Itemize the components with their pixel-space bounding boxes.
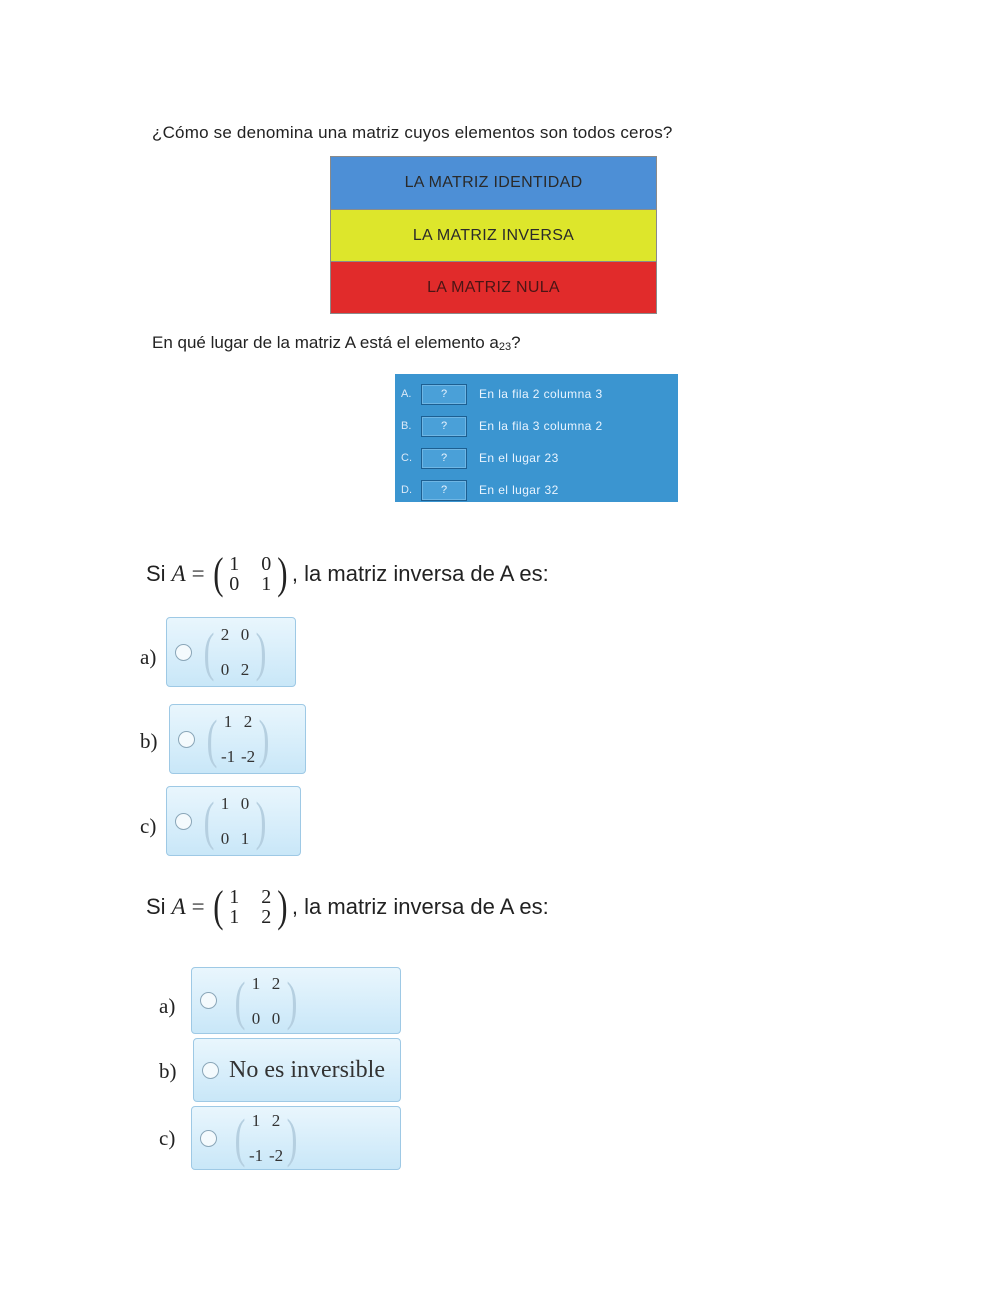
matrix-cell: 1 <box>251 1111 261 1130</box>
question-2-prefix: En qué lugar de la matriz A está el elemento a <box>152 333 499 352</box>
left-paren: ( <box>234 970 246 1031</box>
answer-select-button[interactable]: ? <box>421 480 467 501</box>
option-a-box[interactable] <box>166 617 296 687</box>
answer-text: En la fila 2 columna 3 <box>479 387 603 401</box>
option-label-c: c) <box>159 1126 176 1150</box>
matrix-cell: 2 <box>271 1111 281 1130</box>
matrix-cell: 0 <box>261 553 272 575</box>
right-paren: ) <box>277 882 288 931</box>
matrix-cell: 1 <box>220 794 230 813</box>
option-matrix <box>231 1108 301 1168</box>
option-b-box[interactable] <box>169 704 306 774</box>
left-paren: ( <box>212 549 224 598</box>
answer-row-c <box>395 442 678 474</box>
matrix-cell: 2 <box>261 886 272 908</box>
option-label-b: b) <box>159 1059 177 1083</box>
matrix-cell: 1 <box>223 712 233 731</box>
option-matriz-inversa-button[interactable]: LA MATRIZ INVERSA <box>331 209 656 261</box>
answer-letter: C. <box>401 452 412 464</box>
matrix-cell: 0 <box>240 625 250 644</box>
matrix-cell: -1 <box>220 747 236 766</box>
answer-letter: B. <box>401 420 412 432</box>
matrix-cell: 2 <box>243 712 253 731</box>
matrix-variable: A <box>171 561 186 586</box>
question-3-text <box>146 549 549 598</box>
option-label-a: a) <box>140 645 157 669</box>
answer-text: En el lugar 23 <box>479 451 559 465</box>
radio-button[interactable] <box>175 813 192 830</box>
matrix-cell: 1 <box>251 973 261 993</box>
matrix-cell: 0 <box>220 829 230 848</box>
matrix-cell: 2 <box>220 625 230 644</box>
question-2-answer-panel <box>395 374 678 502</box>
option-matriz-nula-button[interactable]: LA MATRIZ NULA <box>331 261 656 313</box>
option-c-box[interactable] <box>191 1106 401 1170</box>
radio-button[interactable] <box>202 1062 219 1079</box>
matrix-cell: 2 <box>261 906 272 928</box>
right-paren: ) <box>277 549 288 598</box>
matrix-cell: -1 <box>248 1146 264 1165</box>
option-matrix <box>203 709 273 769</box>
option-a-box[interactable] <box>191 967 401 1034</box>
left-paren: ( <box>203 791 215 851</box>
answer-text: En el lugar 32 <box>479 483 559 497</box>
matrix-variable: A <box>171 894 186 919</box>
matrix-cell: 0 <box>251 1008 261 1028</box>
answer-select-button[interactable]: ? <box>421 416 467 437</box>
question-1-text: ¿Cómo se denomina una matriz cuyos elementos son todos ceros? <box>152 123 673 142</box>
option-c-box[interactable] <box>166 786 301 856</box>
question-2-text <box>152 333 521 353</box>
matrix-cell: 0 <box>240 794 250 813</box>
matrix-cell: 0 <box>271 1008 281 1028</box>
matrix-cell: 1 <box>229 886 240 908</box>
radio-button[interactable] <box>178 731 195 748</box>
left-paren: ( <box>206 709 218 769</box>
option-matrix <box>231 970 301 1031</box>
answer-row-a <box>395 378 678 410</box>
option-matrix <box>200 791 270 851</box>
right-paren: ) <box>286 1108 298 1168</box>
right-paren: ) <box>255 791 267 851</box>
option-matriz-identidad-button[interactable]: LA MATRIZ IDENTIDAD <box>331 157 656 209</box>
matrix-cell: 2 <box>271 973 281 993</box>
matrix-a <box>211 549 290 598</box>
matrix-cell: 1 <box>261 573 272 595</box>
answer-select-button[interactable]: ? <box>421 448 467 469</box>
matrix-cell: -2 <box>240 747 256 766</box>
answer-letter: D. <box>401 484 412 496</box>
matrix-cell: 1 <box>240 829 250 848</box>
radio-button[interactable] <box>175 644 192 661</box>
question-3-suffix: , la matriz inversa de A es: <box>291 561 549 586</box>
question-4-suffix: , la matriz inversa de A es: <box>291 894 549 919</box>
left-paren: ( <box>234 1108 246 1168</box>
answer-row-d <box>395 474 678 506</box>
radio-button[interactable] <box>200 992 217 1009</box>
option-b-box[interactable] <box>193 1038 401 1102</box>
question-4-text <box>146 882 549 931</box>
question-3-prefix: Si <box>146 561 166 586</box>
matrix-cell: -2 <box>268 1146 284 1165</box>
matrix-cell: 1 <box>229 553 240 575</box>
right-paren: ) <box>255 622 267 682</box>
equals-sign: = <box>191 561 205 586</box>
radio-button[interactable] <box>200 1130 217 1147</box>
option-label-c: c) <box>140 814 157 838</box>
equals-sign: = <box>191 894 205 919</box>
matrix-cell: 0 <box>220 660 230 679</box>
option-text: No es inversible <box>229 1056 385 1083</box>
answer-letter: A. <box>401 388 412 400</box>
question-1-options <box>330 156 657 314</box>
question-4-prefix: Si <box>146 894 166 919</box>
left-paren: ( <box>203 622 215 682</box>
matrix-cell: 2 <box>240 660 250 679</box>
matrix-cell: 1 <box>229 906 240 928</box>
option-matrix <box>200 622 270 682</box>
question-2-subscript: 23 <box>498 341 512 353</box>
right-paren: ) <box>286 970 298 1031</box>
right-paren: ) <box>258 709 270 769</box>
matrix-cell: 0 <box>229 573 240 595</box>
option-label-a: a) <box>159 994 176 1018</box>
question-2-suffix: ? <box>511 333 521 352</box>
option-label-b: b) <box>140 729 158 753</box>
left-paren: ( <box>212 882 224 931</box>
answer-row-b <box>395 410 678 442</box>
answer-select-button[interactable]: ? <box>421 384 467 405</box>
answer-text: En la fila 3 columna 2 <box>479 419 603 433</box>
matrix-a <box>211 882 290 931</box>
